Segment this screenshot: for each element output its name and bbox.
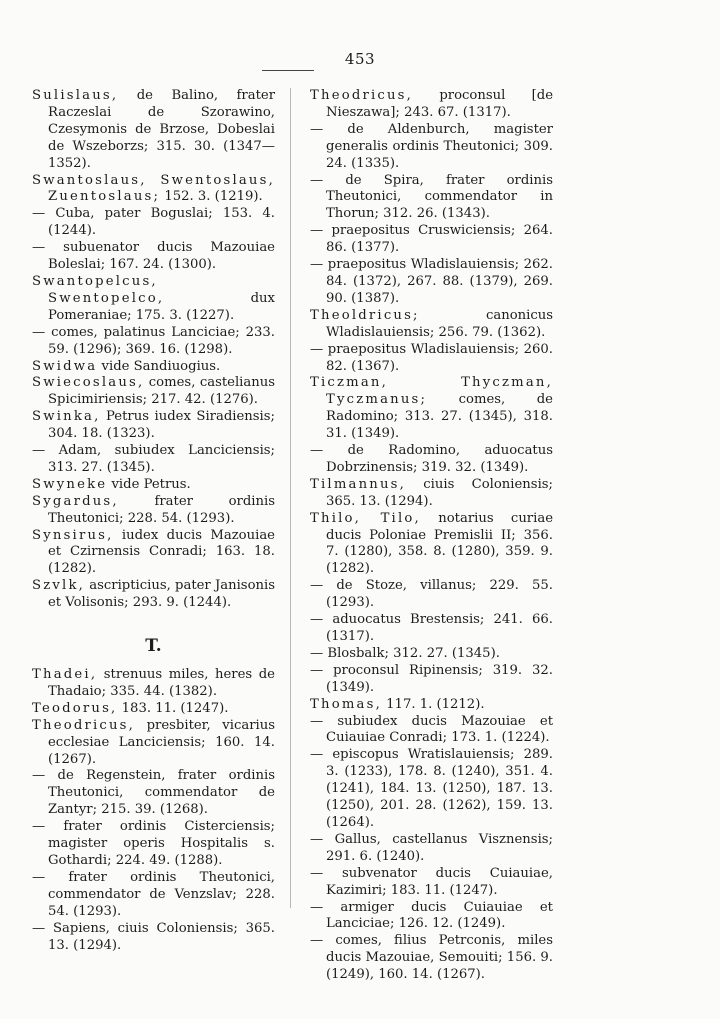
index-entry — [32, 870, 275, 921]
entry-text: comes, castelianus Spicimiriensis; 217. 42. (1276). — [48, 375, 275, 408]
entry-headword: Sulislaus, — [32, 88, 119, 103]
entry-text: — comes, filius Petrconis, miles ducis Mazouiae, Semouiti; 156. 9. (1249), 160. 14. (1267). — [310, 933, 553, 983]
index-entry — [310, 866, 553, 900]
entry-text: iudex ducis Mazouiae et Czirnensis Conradi; 163. 18. (1282). — [48, 527, 275, 577]
index-entry — [310, 88, 553, 122]
entry-text: — comes, palatinus Lanciciae; 233. 59. (1296); 369. 16. (1298). — [32, 324, 275, 357]
index-entry — [310, 714, 553, 748]
entry-text: — subuenator ducis Mazouiae Boleslai; 167. 24. (1300). — [32, 240, 275, 273]
entry-text: — praepositus Wladislauiensis; 262. 84. (1372), 267. 88. (1379), 269. 90. (1387). — [310, 257, 553, 306]
entry-text: — armiger ducis Cuiauiae et Lanciciae; 126. 12. (1249). — [310, 899, 553, 932]
entry-text: ascripticius, pater Janisonis et Volisonis; 293. 9. (1244). — [48, 578, 275, 611]
index-entry — [32, 325, 275, 359]
index-entry — [32, 375, 275, 409]
entry-headword: Swidwa — [32, 358, 98, 374]
entry-headword: Thomas, — [310, 696, 382, 712]
entry-headword: Thilo, Tilo, — [310, 510, 421, 526]
index-entry — [310, 443, 553, 477]
entry-headword: Sygardus, — [32, 493, 119, 509]
entry-text: proconsul [de Nieszawa]; 243. 67. (1317). — [326, 88, 553, 120]
index-entry — [310, 578, 553, 612]
index-entry — [32, 443, 275, 477]
index-entry — [32, 701, 275, 718]
entry-text: — subiudex ducis Mazouiae et Cuiauiae Conradi; 173. 1. (1224). — [310, 713, 553, 746]
entry-text: — subvenator ducis Cuiauiae, Kazimiri; 183. 11. (1247). — [310, 865, 553, 898]
entry-text: — episcopus Wratislauiensis; 289. 3. (1233), 178. 8. (1240), 351. 4. (1241), 184. 13. (1250), 187. 13. (1250), 201. 28. (1262), 159. 13. (1264). — [310, 747, 553, 830]
index-entry — [32, 528, 275, 579]
index-entry — [32, 274, 275, 325]
index-entry — [310, 122, 553, 173]
index-entry — [310, 933, 553, 984]
index-entry — [32, 173, 275, 207]
index-entry — [310, 663, 553, 697]
entry-text: dux Pomeraniae; 175. 3. (1227). — [48, 290, 275, 323]
left-column — [32, 88, 275, 954]
index-entry — [32, 667, 275, 701]
index-entry — [310, 342, 553, 376]
entry-text: notarius curiae ducis Poloniae Premislii II; 356. 7. (1280), 358. 8. (1280), 359. 9. (1282). — [326, 510, 553, 577]
entry-text: — Adam, subiudex Lanciciensis; 313. 27. (1345). — [32, 443, 275, 475]
index-entry — [32, 768, 275, 819]
entry-text: — praepositus Wladislauiensis; 260. 82. (1367). — [310, 341, 553, 374]
entry-headword: Theodricus, — [310, 88, 414, 103]
entry-text: — Sapiens, ciuis Coloniensis; 365. 13. (1294). — [32, 920, 275, 953]
index-entry — [32, 921, 275, 955]
entry-headword: Szvlk, — [32, 578, 86, 594]
index-entry — [310, 223, 553, 257]
index-entry — [310, 257, 553, 308]
entry-text: vide Sandiuogius. — [97, 358, 221, 374]
index-entry — [32, 359, 275, 376]
entry-text: canonicus Wladislauiensis; 256. 79. (1362). — [326, 307, 553, 340]
index-entry — [32, 477, 275, 494]
index-entry — [32, 819, 275, 870]
index-entry — [310, 646, 553, 663]
section-letter: T. — [145, 636, 162, 657]
entry-headword: Theoldricus; — [310, 307, 420, 323]
entry-text: ciuis Coloniensis; 365. 13. (1294). — [326, 476, 553, 509]
entry-headword: Thadei, — [32, 667, 98, 682]
entry-text: — Blosbalk; 312. 27. (1345). — [310, 645, 500, 661]
entry-headword: Teodorus, — [32, 700, 118, 716]
entry-headword: Swantoslaus, Swentoslaus, Zuentoslaus; — [32, 172, 275, 205]
index-entry — [32, 578, 275, 612]
entry-text: — de Spira, frater ordinis Theutonici, commendator in Thorun; 312. 26. (1343). — [310, 172, 553, 222]
entry-text: — praepositus Cruswiciensis; 264. 86. (1377). — [310, 223, 553, 256]
entry-text: — aduocatus Brestensis; 241. 66. (1317). — [310, 612, 553, 644]
index-entry — [32, 240, 275, 274]
entry-text: comes, de Radomino; 313. 27. (1345), 318. 31. (1349). — [326, 392, 553, 442]
entry-headword: Swinka, — [32, 409, 101, 425]
index-entry — [310, 477, 553, 511]
entry-text: frater ordinis Theutonici; 228. 54. (1293). — [48, 493, 275, 526]
entry-text: 152. 3. (1219). — [160, 189, 263, 205]
index-entry — [310, 511, 553, 579]
header-rule — [262, 70, 314, 71]
index-entry — [32, 718, 275, 769]
index-entry — [32, 494, 275, 528]
entry-text: strenuus miles, heres de Thadaio; 335. 44. (1382). — [48, 667, 275, 699]
index-entry — [310, 832, 553, 866]
index-entry — [32, 409, 275, 443]
entry-text: — frater ordinis Theutonici, commendator de Venzslav; 228. 54. (1293). — [32, 869, 275, 919]
entry-text: — de Stoze, villanus; 229. 55. (1293). — [310, 578, 553, 611]
index-entry — [310, 697, 553, 714]
entry-text: presbiter, vicarius ecclesiae Lanciciensis; 160. 14. (1267). — [48, 717, 275, 767]
index-entry — [32, 206, 275, 240]
entry-text: 117. 1. (1212). — [381, 696, 485, 712]
entry-text: — de Radomino, aduocatus Dobrzinensis; 319. 32. (1349). — [310, 443, 553, 475]
page-number: 453 — [344, 50, 376, 68]
entry-text: — de Regenstein, frater ordinis Theutonici, commendator de Zantyr; 215. 39. (1268). — [32, 768, 275, 818]
entry-text: — Cuba, pater Boguslai; 153. 4. (1244). — [32, 206, 275, 239]
index-entry — [310, 173, 553, 224]
entry-text: Petrus iudex Siradiensis; 304. 18. (1323). — [48, 409, 275, 442]
entry-text: 183. 11. (1247). — [117, 700, 229, 716]
entry-headword: Tilmannus, — [310, 476, 407, 492]
index-entry — [310, 308, 553, 342]
entry-text: — proconsul Ripinensis; 319. 32. (1349). — [310, 662, 553, 695]
entry-text: — de Aldenburch, magister generalis ordinis Theutonici; 309. 24. (1335). — [310, 121, 553, 171]
index-entry — [310, 375, 553, 443]
entry-headword: Swyneke — [32, 476, 108, 492]
entry-headword: Swantopelcus, Swentopelco, — [32, 273, 165, 306]
column-divider — [290, 88, 291, 908]
entry-headword: Ticzman, Thyczman, Tyczmanus; — [310, 375, 553, 408]
index-entry — [32, 88, 275, 173]
entry-text: vide Petrus. — [107, 476, 191, 492]
entry-headword: Theodricus, — [32, 717, 136, 733]
entry-text: — Gallus, castellanus Visznensis; 291. 6. (1240). — [310, 831, 553, 864]
index-entry — [310, 900, 553, 934]
right-column — [310, 88, 553, 984]
entry-text: — frater ordinis Cisterciensis; magister operis Hospitalis s. Gothardi; 224. 49. (1288). — [32, 819, 275, 868]
entry-headword: Swiecoslaus, — [32, 375, 145, 391]
entry-headword: Synsirus, — [32, 527, 114, 543]
index-entry — [310, 612, 553, 646]
entry-text: de Balino, frater Raczeslai de Szorawino, Czesymonis de Brzose, Dobeslai de Wszeborzs; 315. 30. (1347—1352). — [48, 88, 275, 171]
index-entry — [310, 747, 553, 832]
